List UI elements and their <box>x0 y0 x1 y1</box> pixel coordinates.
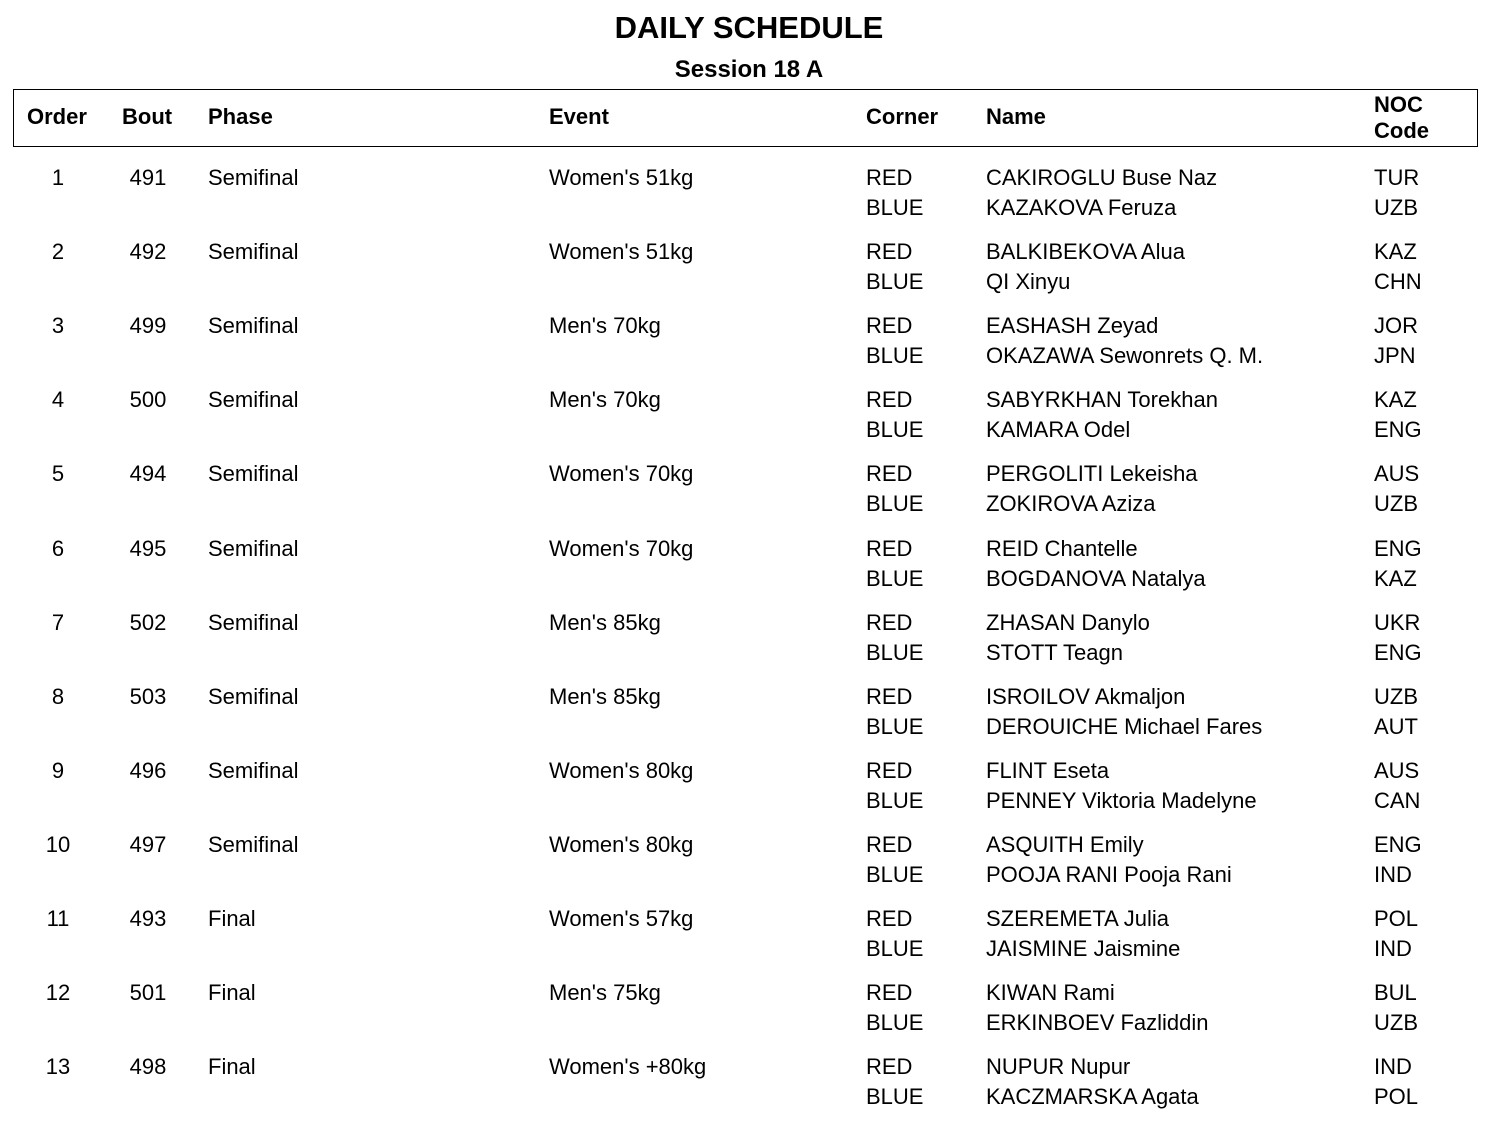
blue-corner-label: BLUE <box>866 639 924 665</box>
red-athlete-name: KIWAN Rami <box>986 980 1115 1006</box>
bout-phase: Semifinal <box>208 757 299 783</box>
red-athlete-name: CAKIROGLU Buse Naz <box>986 165 1218 190</box>
bout-number: 499 <box>129 313 167 339</box>
bout-number: 491 <box>129 165 167 190</box>
blue-noc-code: ENG <box>1374 417 1422 443</box>
blue-athlete-name: STOTT Teagn <box>986 639 1123 665</box>
red-athlete-name: SABYRKHAN Torekhan <box>986 387 1218 413</box>
bout-phase: Final <box>208 1054 256 1080</box>
schedule-row <box>0 682 1498 742</box>
blue-noc-code: CHN <box>1374 269 1422 295</box>
red-corner-label: RED <box>866 239 913 265</box>
bout-phase: Final <box>208 906 256 931</box>
header-corner: Corner <box>866 104 939 129</box>
bout-phase: Semifinal <box>208 239 299 265</box>
red-athlete-name: ASQUITH Emily <box>986 831 1144 857</box>
red-noc-code: AUS <box>1374 461 1420 487</box>
bout-number: 500 <box>129 387 167 413</box>
blue-noc-code: UZB <box>1374 195 1418 220</box>
red-corner-label: RED <box>866 165 913 190</box>
red-noc-code: UKR <box>1374 609 1421 635</box>
bout-phase: Final <box>208 980 256 1006</box>
blue-corner-label: BLUE <box>866 269 924 295</box>
bout-phase: Semifinal <box>208 683 299 709</box>
red-noc-code: AUS <box>1374 757 1420 783</box>
blue-athlete-name: PENNEY Viktoria Madelyne <box>986 787 1257 813</box>
red-noc-code: TUR <box>1374 165 1420 190</box>
blue-noc-code: AUT <box>1374 713 1418 739</box>
bout-phase: Semifinal <box>208 535 299 561</box>
bout-event: Women's 51kg <box>549 239 694 265</box>
red-noc-code: IND <box>1374 1054 1412 1080</box>
bout-number: 497 <box>129 831 167 857</box>
header-order: Order <box>27 104 87 129</box>
red-noc-code: POL <box>1374 906 1419 931</box>
bout-order: 11 <box>46 906 70 931</box>
bout-event: Men's 70kg <box>549 387 661 413</box>
bout-order: 10 <box>45 831 71 857</box>
bout-number: 495 <box>129 535 167 561</box>
schedule-row <box>0 608 1498 668</box>
red-athlete-name: NUPUR Nupur <box>986 1054 1131 1080</box>
header-name: Name <box>986 104 1046 129</box>
blue-noc-code: IND <box>1374 861 1412 887</box>
bout-phase: Semifinal <box>208 831 299 857</box>
blue-noc-code: UZB <box>1374 1010 1418 1036</box>
blue-athlete-name: DEROUICHE Michael Fares <box>986 713 1263 739</box>
bout-event: Men's 85kg <box>549 683 661 709</box>
schedule-row <box>0 459 1498 519</box>
bout-number: 501 <box>129 980 167 1006</box>
blue-corner-label: BLUE <box>866 417 924 443</box>
red-noc-code: KAZ <box>1374 387 1417 413</box>
header-event: Event <box>549 104 609 129</box>
blue-noc-code: KAZ <box>1374 565 1417 591</box>
red-athlete-name: ZHASAN Danylo <box>986 609 1150 635</box>
bout-event: Women's 80kg <box>549 831 694 857</box>
blue-corner-label: BLUE <box>866 936 924 961</box>
red-corner-label: RED <box>866 757 913 783</box>
bout-order: 9 <box>51 757 65 783</box>
bout-number: 502 <box>129 609 167 635</box>
red-corner-label: RED <box>866 831 913 857</box>
bout-event: Men's 75kg <box>549 980 661 1006</box>
bout-event: Men's 85kg <box>549 609 661 635</box>
blue-corner-label: BLUE <box>866 491 924 517</box>
header-bout: Bout <box>122 104 173 129</box>
bout-number: 496 <box>129 757 167 783</box>
bout-event: Women's 80kg <box>549 757 694 783</box>
red-athlete-name: FLINT Eseta <box>986 757 1110 783</box>
blue-athlete-name: KAZAKOVA Feruza <box>986 195 1177 220</box>
header-phase: Phase <box>208 104 273 129</box>
bout-number: 503 <box>129 683 167 709</box>
schedule-row <box>0 830 1498 890</box>
blue-athlete-name: KAMARA Odel <box>986 417 1131 443</box>
red-corner-label: RED <box>866 535 913 561</box>
blue-athlete-name: OKAZAWA Sewonrets Q. M. <box>986 343 1264 369</box>
bout-order: 5 <box>51 461 65 487</box>
blue-noc-code: POL <box>1374 1084 1419 1110</box>
blue-athlete-name: ERKINBOEV Fazliddin <box>986 1010 1209 1036</box>
blue-athlete-name: JAISMINE Jaismine <box>986 936 1181 961</box>
red-corner-label: RED <box>866 906 913 931</box>
red-athlete-name: SZEREMETA Julia <box>986 906 1169 931</box>
blue-noc-code: ENG <box>1374 639 1422 665</box>
bout-order: 6 <box>51 535 65 561</box>
bout-order: 7 <box>51 609 65 635</box>
blue-corner-label: BLUE <box>866 195 924 220</box>
bout-number: 498 <box>129 1054 167 1080</box>
red-corner-label: RED <box>866 609 913 635</box>
red-noc-code: KAZ <box>1374 239 1417 265</box>
red-corner-label: RED <box>866 683 913 709</box>
bout-phase: Semifinal <box>208 461 299 487</box>
bout-event: Women's 57kg <box>549 906 694 931</box>
blue-athlete-name: KACZMARSKA Agata <box>986 1084 1199 1110</box>
blue-athlete-name: QI Xinyu <box>986 269 1071 295</box>
header-noc-line2: Code <box>1374 118 1429 143</box>
blue-athlete-name: POOJA RANI Pooja Rani <box>986 861 1232 887</box>
schedule-row <box>0 1052 1498 1112</box>
bout-number: 493 <box>129 906 167 931</box>
blue-corner-label: BLUE <box>866 343 924 369</box>
schedule-row <box>0 978 1498 1038</box>
red-corner-label: RED <box>866 387 913 413</box>
schedule-row <box>0 163 1498 223</box>
blue-corner-label: BLUE <box>866 1084 924 1110</box>
bout-phase: Semifinal <box>208 387 299 413</box>
header-noc-code <box>1374 92 1429 144</box>
red-corner-label: RED <box>866 1054 913 1080</box>
blue-athlete-name: ZOKIROVA Aziza <box>986 491 1156 517</box>
schedule-row <box>0 385 1498 445</box>
blue-noc-code: UZB <box>1374 491 1418 517</box>
bout-event: Women's +80kg <box>549 1054 707 1080</box>
red-noc-code: ENG <box>1374 831 1422 857</box>
red-corner-label: RED <box>866 980 913 1006</box>
schedule-row <box>0 237 1498 297</box>
bout-order: 3 <box>51 313 65 339</box>
header-noc-line1: NOC <box>1374 92 1423 117</box>
blue-corner-label: BLUE <box>866 565 924 591</box>
bout-number: 494 <box>129 461 167 487</box>
red-athlete-name: ISROILOV Akmaljon <box>986 683 1186 709</box>
red-athlete-name: EASHASH Zeyad <box>986 313 1159 339</box>
red-athlete-name: PERGOLITI Lekeisha <box>986 461 1198 487</box>
blue-noc-code: CAN <box>1374 787 1421 813</box>
red-noc-code: ENG <box>1374 535 1422 561</box>
blue-noc-code: JPN <box>1374 343 1416 369</box>
schedule-row <box>0 904 1498 964</box>
bout-number: 492 <box>129 239 167 265</box>
blue-noc-code: IND <box>1374 936 1412 961</box>
red-corner-label: RED <box>866 461 913 487</box>
red-athlete-name: REID Chantelle <box>986 535 1138 561</box>
schedule-row <box>0 311 1498 371</box>
blue-corner-label: BLUE <box>866 713 924 739</box>
bout-order: 8 <box>51 683 65 709</box>
blue-corner-label: BLUE <box>866 861 924 887</box>
bout-order: 2 <box>51 239 65 265</box>
red-noc-code: UZB <box>1374 683 1418 709</box>
bout-event: Women's 70kg <box>549 535 694 561</box>
red-noc-code: JOR <box>1374 313 1418 339</box>
bout-order: 13 <box>45 1054 71 1080</box>
blue-corner-label: BLUE <box>866 1010 924 1036</box>
blue-athlete-name: BOGDANOVA Natalya <box>986 565 1206 591</box>
bout-phase: Semifinal <box>208 313 299 339</box>
bout-order: 4 <box>51 387 65 413</box>
red-corner-label: RED <box>866 313 913 339</box>
red-athlete-name: BALKIBEKOVA Alua <box>986 239 1185 265</box>
page-title: DAILY SCHEDULE <box>614 10 884 45</box>
session-subtitle: Session 18 A <box>674 56 824 83</box>
schedule-row <box>0 756 1498 816</box>
bout-event: Women's 51kg <box>549 165 694 190</box>
bout-event: Women's 70kg <box>549 461 694 487</box>
schedule-row <box>0 534 1498 594</box>
bout-phase: Semifinal <box>208 165 299 190</box>
bout-order: 12 <box>45 980 71 1006</box>
bout-phase: Semifinal <box>208 609 299 635</box>
bout-order: 1 <box>51 165 65 190</box>
bout-event: Men's 70kg <box>549 313 661 339</box>
red-noc-code: BUL <box>1374 980 1417 1006</box>
blue-corner-label: BLUE <box>866 787 924 813</box>
